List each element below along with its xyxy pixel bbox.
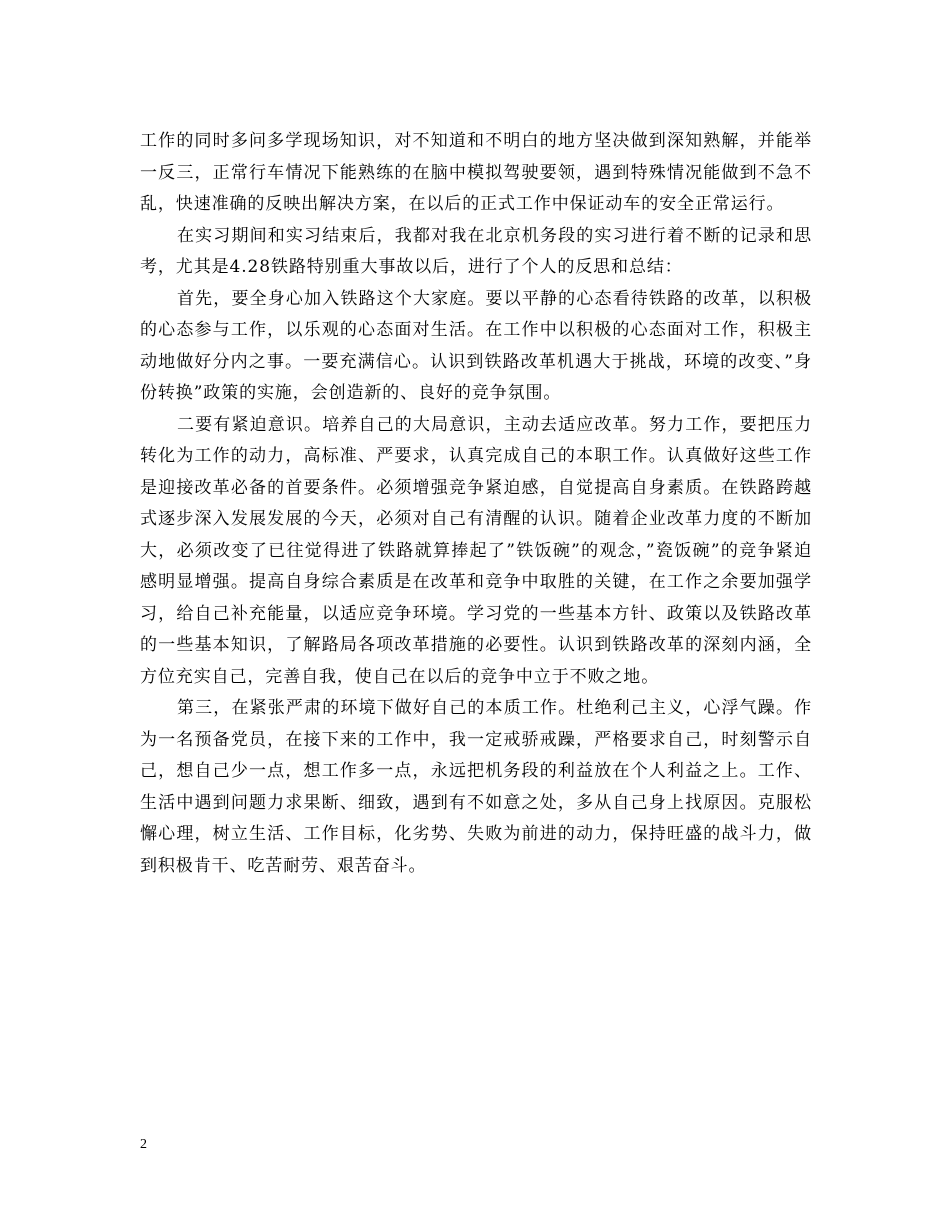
page-number: 2 <box>140 1137 147 1152</box>
paragraph-internship-reflection: 在实习期间和实习结束后，我都对我在北京机务段的实习进行着不断的记录和思考，尤其是4.28铁路特别重大事故以后，进行了个人的反思和总结： <box>140 225 812 277</box>
paragraph-first-point: 首先，要全身心加入铁路这个大家庭。要以平静的心态看待铁路的改革，以积极的心态参与工作，以乐观的心态面对生活。在工作中以积极的心态面对工作，积极主动地做好分内之事。一要充满信心。认识到铁路改革机遇大于挑战，环境的改变、”身份转换”政策的实施，会创造新的、良好的竞争氛围。 <box>140 288 812 403</box>
paragraph-third-point: 第三，在紧张严肃的环境下做好自己的本质工作。杜绝利己主义，心浮气躁。作为一名预备党员，在接下来的工作中，我一定戒骄戒躁，严格要求自己，时刻警示自己，想自己少一点，想工作多一点，永远把机务段的利益放在个人利益之上。工作、生活中遇到问题力求果断、细致，遇到有不如意之处，多从自己身上找原因。克服松懈心理，树立生活、工作目标，化劣势、失败为前进的动力，保持旺盛的战斗力，做到积极肯干、吃苦耐劳、艰苦奋斗。 <box>140 698 812 876</box>
paragraph-continuation: 工作的同时多问多学现场知识，对不知道和不明白的地方坚决做到深知熟解，并能举一反三，正常行车情况下能熟练的在脑中模拟驾驶要领，遇到特殊情况能做到不急不乱，快速准确的反映出解决方案，在以后的正式工作中保证动车的安全正常运行。 <box>140 131 812 214</box>
paragraph-second-point: 二要有紧迫意识。培养自己的大局意识，主动去适应改革。努力工作，要把压力转化为工作的动力，高标准、严要求，认真完成自己的本职工作。认真做好这些工作是迎接改革必备的首要条件。必须增强竞争紧迫感，自觉提高自身素质。在铁路跨越式逐步深入发展发展的今天，必须对自己有清醒的认识。随着企业改革力度的不断加大，必须改变了已往觉得进了铁路就算捧起了”铁饭碗”的观念，”瓷饭碗”的竞争紧迫感明显增强。提高自身综合素质是在改革和竞争中取胜的关键，在工作之余要加强学习，给自己补充能量，以适应竞争环境。学习党的一些基本方针、政策以及铁路改革的一些基本知识，了解路局各项改革措施的必要性。认识到铁路改革的深刻内涵，全方位充实自己，完善自我，使自己在以后的竞争中立于不败之地。 <box>140 414 812 687</box>
document-body <box>140 126 812 882</box>
